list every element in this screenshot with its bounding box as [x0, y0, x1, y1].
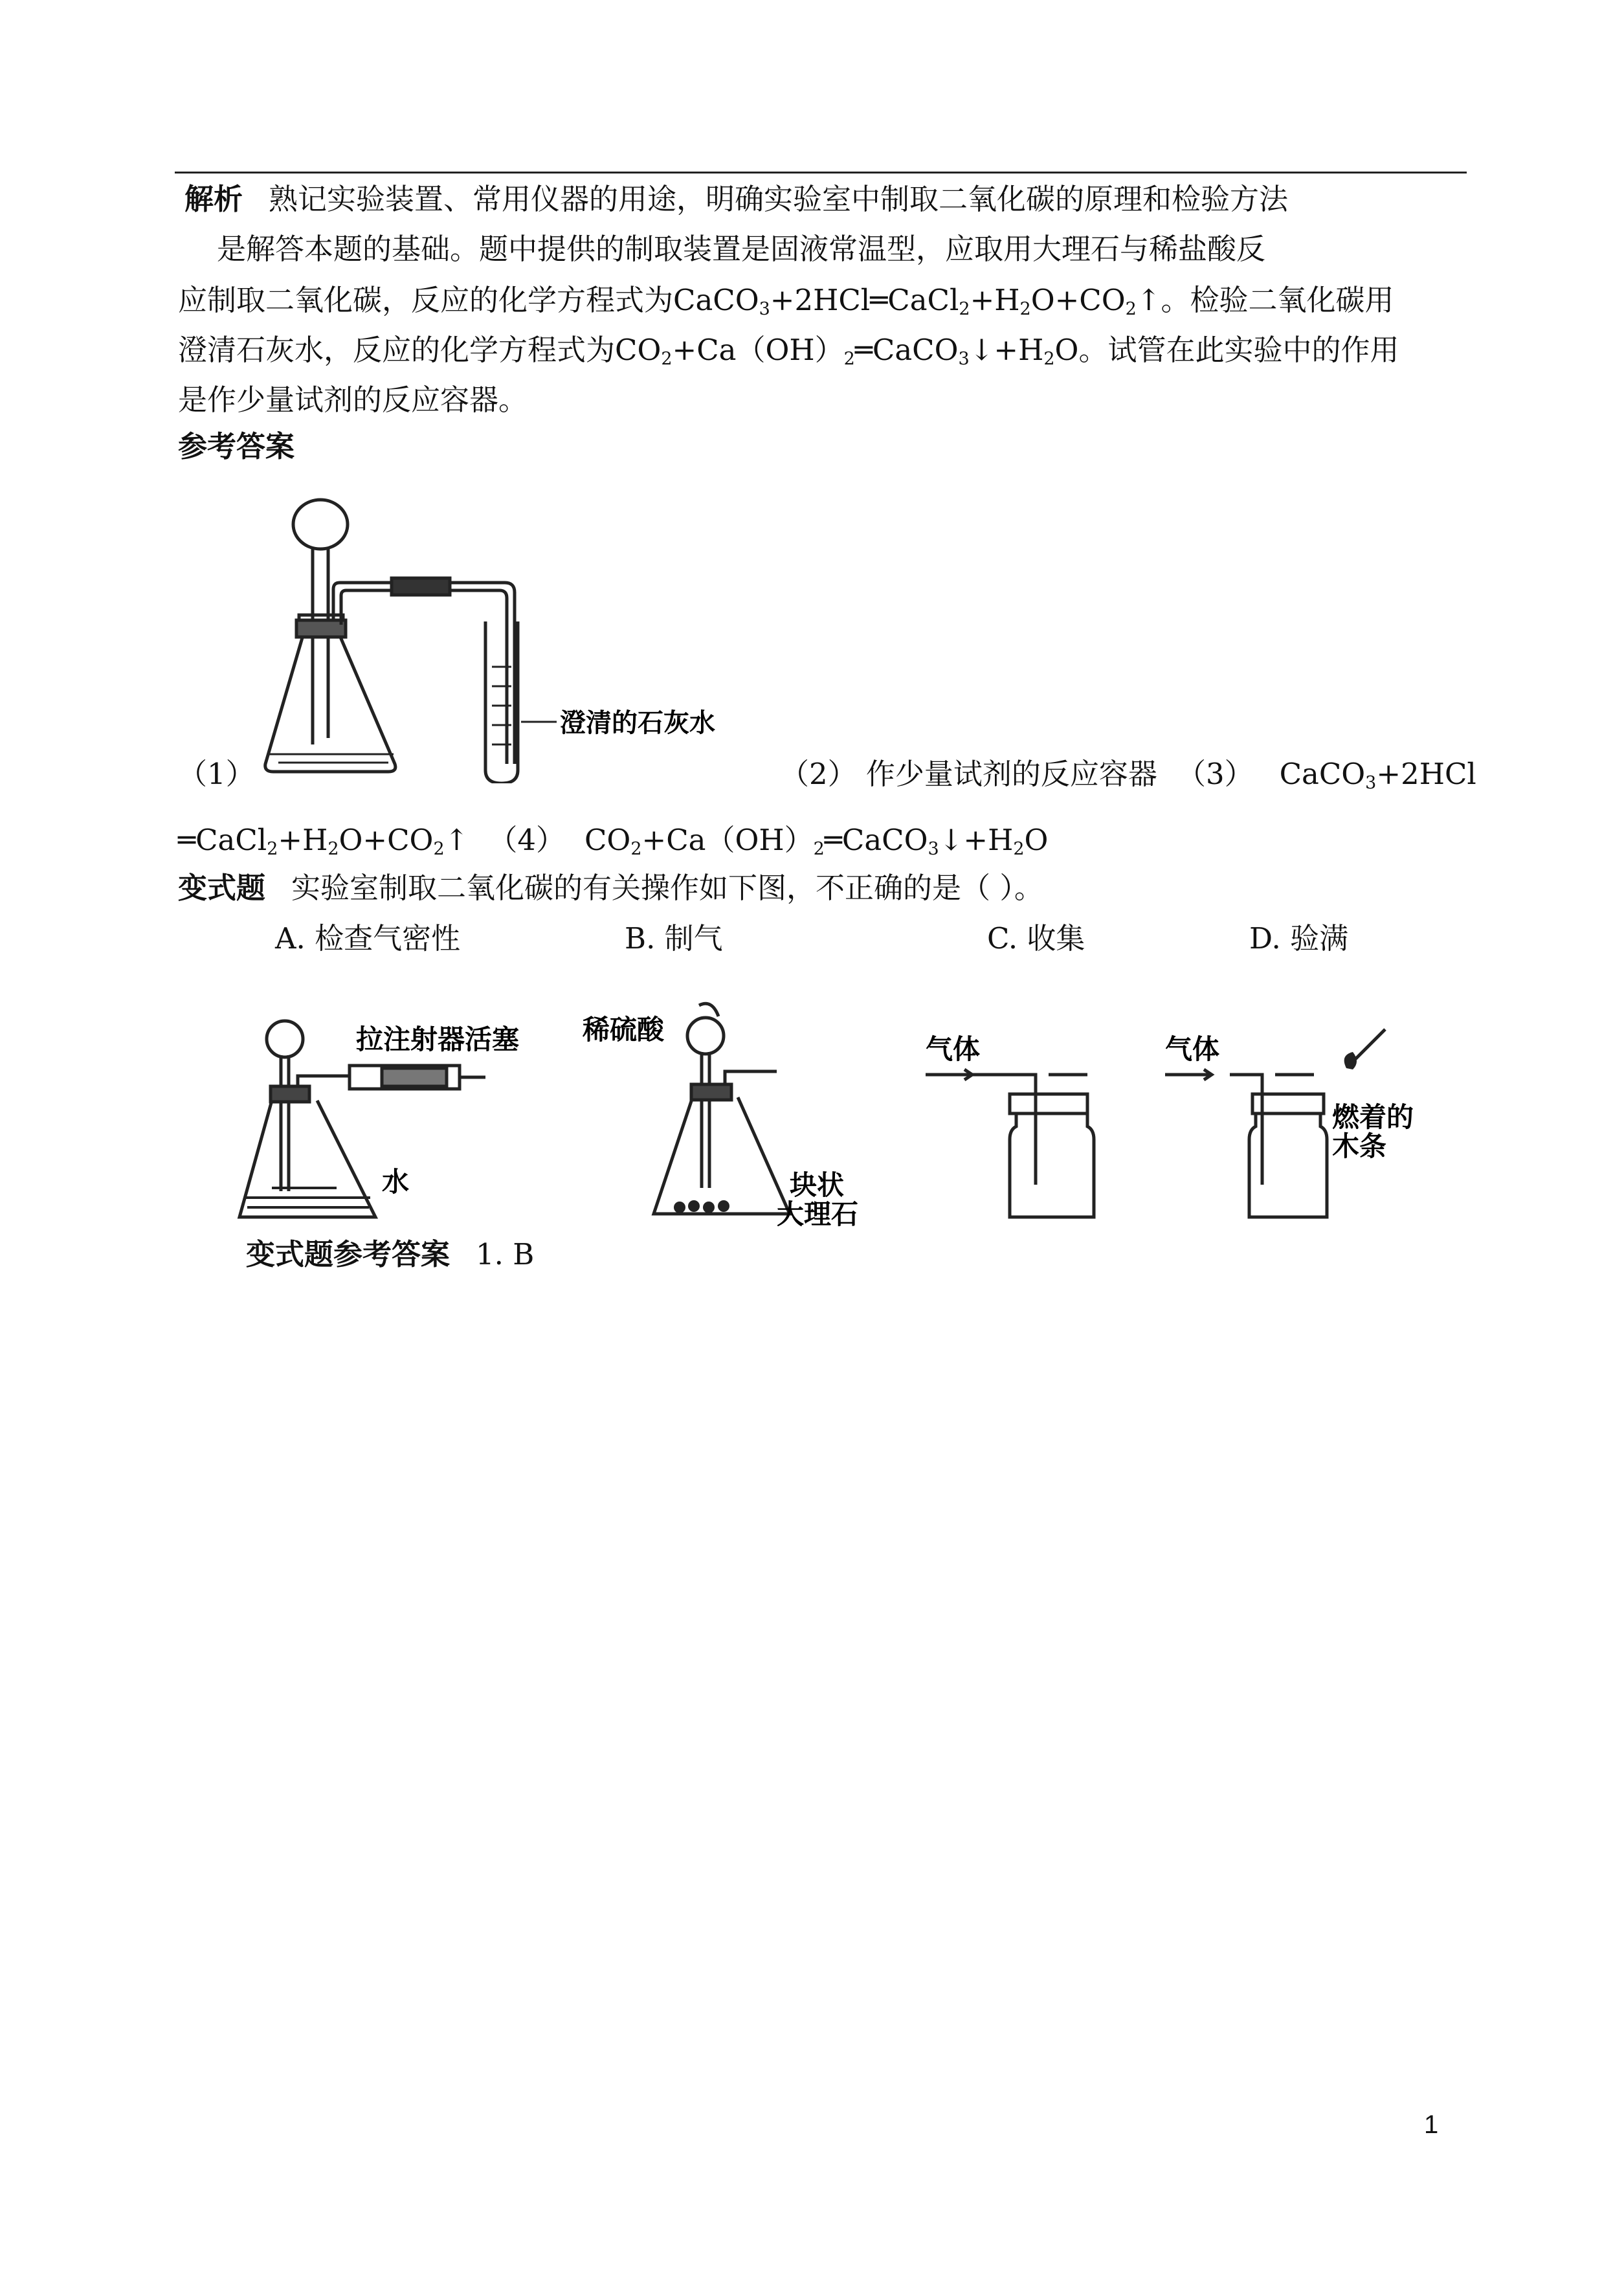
water-label: 水	[382, 1166, 410, 1198]
analysis-label: 解析	[184, 182, 243, 216]
marble-label: 大理石	[777, 1198, 859, 1230]
analysis-line-4: 澄清石灰水，反应的化学方程式为$CO_2+Ca(OH)_2═CaCO_3↓+H_2O$。试管在此实验中的作用	[178, 333, 1399, 369]
top-rule	[175, 172, 1467, 173]
block-label: 块状	[790, 1169, 845, 1201]
figure-c-collection	[919, 1023, 1133, 1230]
option-c: C. 收集	[987, 921, 1085, 956]
figure-b-generation	[583, 1000, 880, 1233]
figure-d-check-full	[1159, 1023, 1430, 1230]
answer-4-equation: $CO_2+Ca(OH)_2═CaCO_3↓+H_2O$	[584, 823, 1049, 859]
analysis-line-2: 是解答本题的基础。题中提供的制取装置是固液常温型，应取用大理石与稀盐酸反	[217, 232, 1266, 266]
equation-co2-caoh2: $CO_2+Ca(OH)_2═CaCO_3↓+H_2O$	[615, 333, 1079, 369]
limewater-label: 澄清的石灰水	[560, 708, 715, 738]
analysis-line-5: 是作少量试剂的反应容器。	[178, 383, 528, 417]
answer-item-1: （1）	[178, 757, 255, 791]
variant-answer-label: 变式题参考答案	[246, 1237, 450, 1271]
answer-3-equation-end: $═CaCl_2+H_2O+CO_2↑$	[178, 823, 469, 859]
option-b: B. 制气	[625, 921, 723, 956]
answer-line-3-4: $═CaCl_2+H_2O+CO_2↑$ （4） $CO_2+Ca(OH)_2═CaCO_3↓+H_2O$	[178, 823, 1049, 859]
variant-answer-value: 1. B	[476, 1237, 535, 1271]
page-number: 1	[1424, 2110, 1439, 2139]
gas-label-d: 气体	[1165, 1033, 1220, 1065]
reference-label: 参考答案	[178, 429, 295, 464]
funnel-bulb	[293, 500, 348, 549]
apparatus-figure	[259, 492, 751, 783]
sulfuric-acid-label: 稀硫酸	[583, 1014, 665, 1046]
burning-label: 燃着的	[1332, 1101, 1414, 1133]
variant-label: 变式题	[178, 871, 266, 905]
variant-answer-line	[246, 1235, 534, 1274]
option-d: D. 验满	[1249, 921, 1349, 956]
answer-line-items-2-3: （2） 作少量试剂的反应容器 （3） CaCO$_3$+2HCl	[780, 757, 1476, 793]
analysis-line-3: 应制取二氧化碳，反应的化学方程式为$CaCO_3+2HCl═CaCl_2+H_2O+CO_2↑$。检验二氧化碳用	[178, 283, 1394, 319]
variant-question-line: 变式题 实验室制取二氧化碳的有关操作如下图，不正确的是（ ）。	[178, 871, 1043, 905]
wooden-splint	[1353, 1029, 1385, 1062]
flame-icon	[1344, 1052, 1357, 1069]
delivery-tube	[333, 583, 515, 764]
option-a: A. 检查气密性	[275, 921, 461, 956]
analysis-line-1: 解析 熟记实验装置、常用仪器的用途，明确实验室中制取二氧化碳的原理和检验方法	[184, 182, 1289, 216]
stopper	[296, 620, 346, 637]
conical-flask	[265, 631, 395, 772]
rubber-connector	[392, 578, 450, 595]
gas-label-c: 气体	[926, 1033, 981, 1065]
splint-label: 木条	[1332, 1130, 1387, 1162]
equation-caco3-hcl: $CaCO_3+2HCl═CaCl_2+H_2O+CO_2↑$	[673, 283, 1161, 319]
funnel-stem	[313, 548, 328, 744]
answer-3-equation-start: CaCO$_3$+2HCl	[1279, 757, 1476, 793]
figure-a-airtightness	[233, 1003, 544, 1236]
syringe-label: 拉注射器活塞	[356, 1023, 520, 1055]
